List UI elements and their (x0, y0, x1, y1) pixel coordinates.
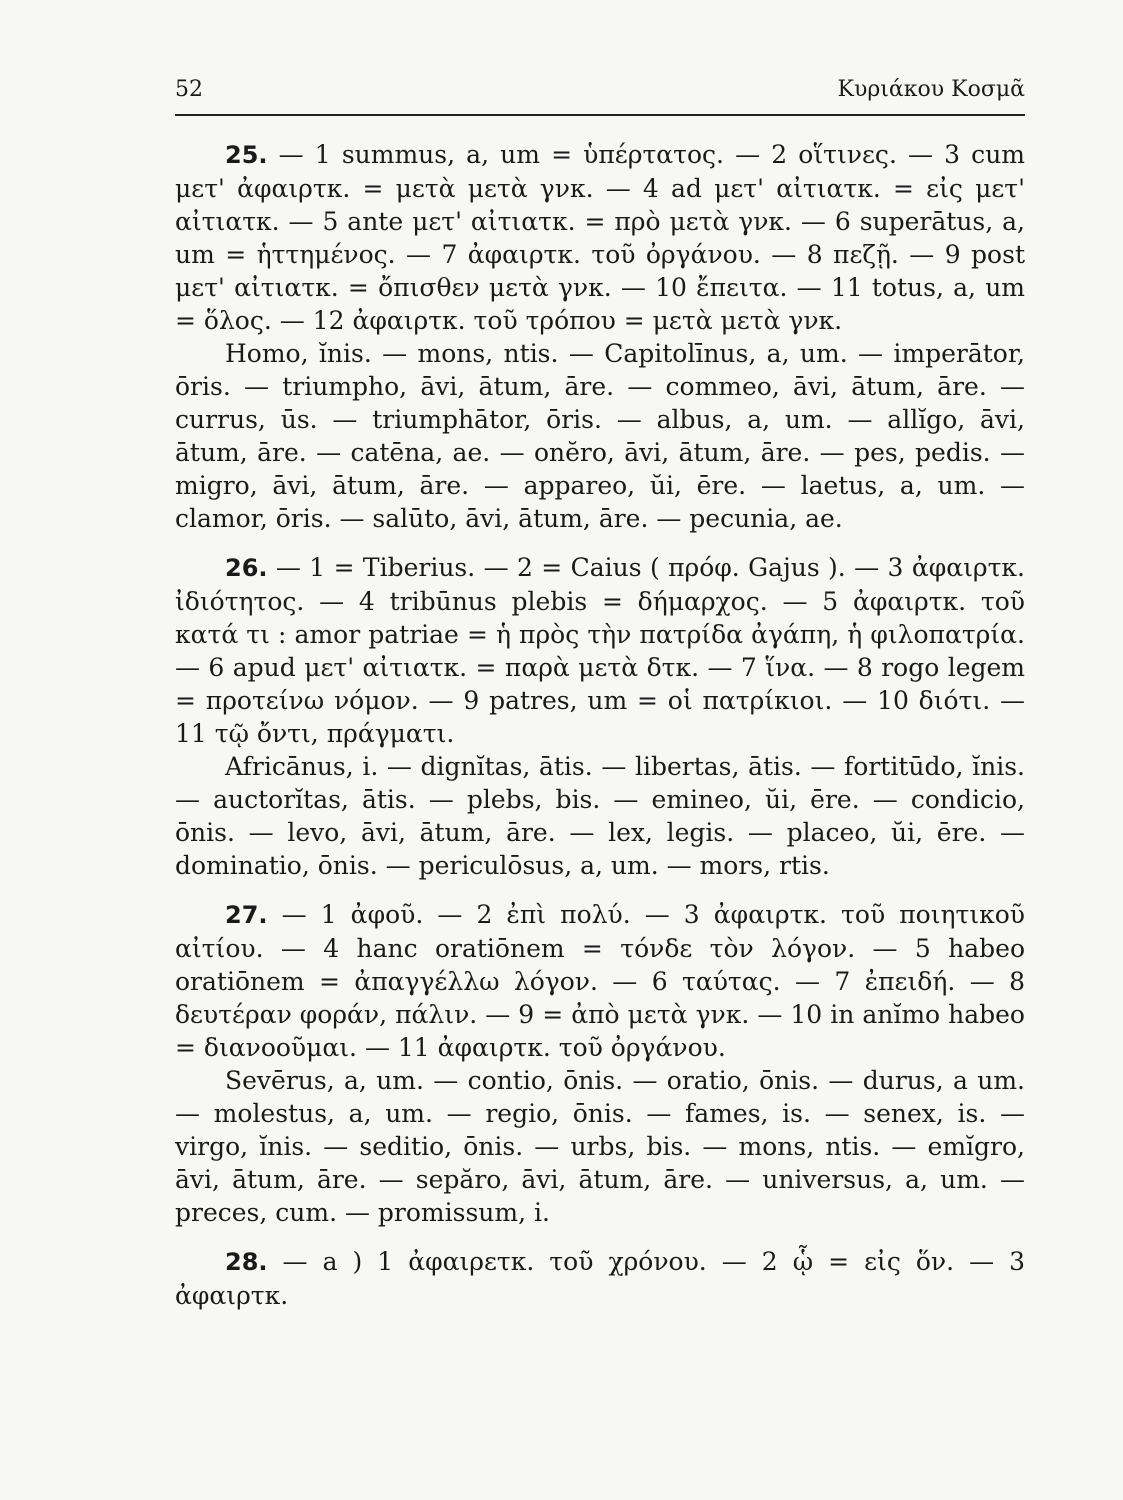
section-25-notes (175, 138, 1025, 337)
section-number: 27. (225, 901, 268, 929)
running-title: Κυριάκου Κοσμᾶ (837, 77, 1025, 102)
section-26-vocab: Africānus, i. — dignĭtas, ātis. — libertas, ātis. — fortitūdo, ĭnis. — auctorĭtas, ātis. — plebs, bis. — emineo, ŭi, ēre. — condicio, ōnis. — levo, āvi, ātum, āre. — lex, legis. — placeo, ŭi, ēre. — dominatio, ōnis. — periculōsus, a, um. — mors, rtis. (175, 752, 1025, 880)
section-27-notes (175, 898, 1025, 1064)
section-notes-text: — 1 ἀφοῦ. — 2 ἐπὶ πολύ. — 3 ἀφαιρτκ. τοῦ ποιητικοῦ αἰτίου. — 4 hanc oratiōnem = τόνδε τὸν λόγον. — 5 habeo oratiōnem = ἀπαγγέλλω λόγον. — 6 ταύτας. — 7 ἐπειδή. — 8 δευτέραν φοράν, πάλιν. — 9 = ἀπὸ μετὰ γνκ. — 10 in anĭmo habeo = διανοοῦμαι. — 11 ἀφαιρτκ. τοῦ ὀργάνου. (175, 900, 1025, 1062)
page-header (175, 72, 1025, 108)
section-notes-text: — a ) 1 ἀφαιρετκ. τοῦ χρόνου. — 2 ᾧ = εἰς ὅν. — 3 ἀφαιρτκ. (175, 1247, 1025, 1310)
section-26-notes (175, 551, 1025, 750)
section-notes-text: — 1 = Tiberius. — 2 = Caius ( πρόφ. Gajus ). — 3 ἀφαιρτκ. ἰδιότητος. — 4 tribūnus plebis = δήμαρχος. — 5 ἀφαιρτκ. τοῦ κατά τι : amor patriae = ἡ πρὸς τὴν πατρίδα ἀγάπη, ἡ φιλοπατρία. — 6 apud μετ' αἰτιατκ. = παρὰ μετὰ δτκ. — 7 ἵνα. — 8 rogo legem = προτείνω νόμον. — 9 patres, um = οἱ πατρίκιοι. — 10 διότι. — 11 τῷ ὄντι, πράγματι. (175, 553, 1025, 748)
section-number: 28. (225, 1248, 268, 1276)
section-27-vocab: Sevērus, a, um. — contio, ōnis. — oratio, ōnis. — durus, a um. — molestus, a, um. — regio, ōnis. — fames, is. — senex, is. — virgo, ĭnis. — seditio, ōnis. — urbs, bis. — mons, ntis. — emĭgro, āvi, ātum, āre. — sepăro, āvi, ātum, āre. — universus, a, um. — preces, cum. — promissum, i. (175, 1066, 1025, 1227)
section-25-vocab: Homo, ĭnis. — mons, ntis. — Capitolīnus, a, um. — imperātor, ōris. — triumpho, āvi, ātum, āre. — commeo, āvi, ātum, āre. — currus, ūs. — triumphātor, ōris. — albus, a, um. — allĭgo, āvi, ātum, āre. — catēna, ae. — onĕro, āvi, ātum, āre. — pes, pedis. — migro, āvi, ātum, āre. — appareo, ŭi, ēre. — laetus, a, um. — clamor, ōris. — salūto, āvi, ātum, āre. — pecunia, ae. (175, 339, 1025, 533)
section-28-notes (175, 1245, 1025, 1312)
section-number: 26. (225, 554, 268, 582)
section-notes-text: — 1 summus, a, um = ὑπέρτατος. — 2 οἵτινες. — 3 cum μετ' ἀφαιρτκ. = μετὰ μετὰ γνκ. — 4 ad μετ' αἰτιατκ. = εἰς μετ' αἰτιατκ. — 5 ante μετ' αἰτιατκ. = πρὸ μετὰ γνκ. — 6 superātus, a, um = ἡττημένος. — 7 ἀφαιρτκ. τοῦ ὀργάνου. — 8 πεζῇ. — 9 post μετ' αἰτιατκ. = ὄπισθεν μετὰ γνκ. — 10 ἔπειτα. — 11 totus, a, um = ὅλος. — 12 ἀφαιρτκ. τοῦ τρόπου = μετὰ μετὰ γνκ. (175, 140, 1025, 335)
header-rule (175, 114, 1025, 116)
page-body (175, 138, 1025, 1312)
page-number: 52 (175, 77, 203, 102)
section-number: 25. (225, 141, 268, 169)
